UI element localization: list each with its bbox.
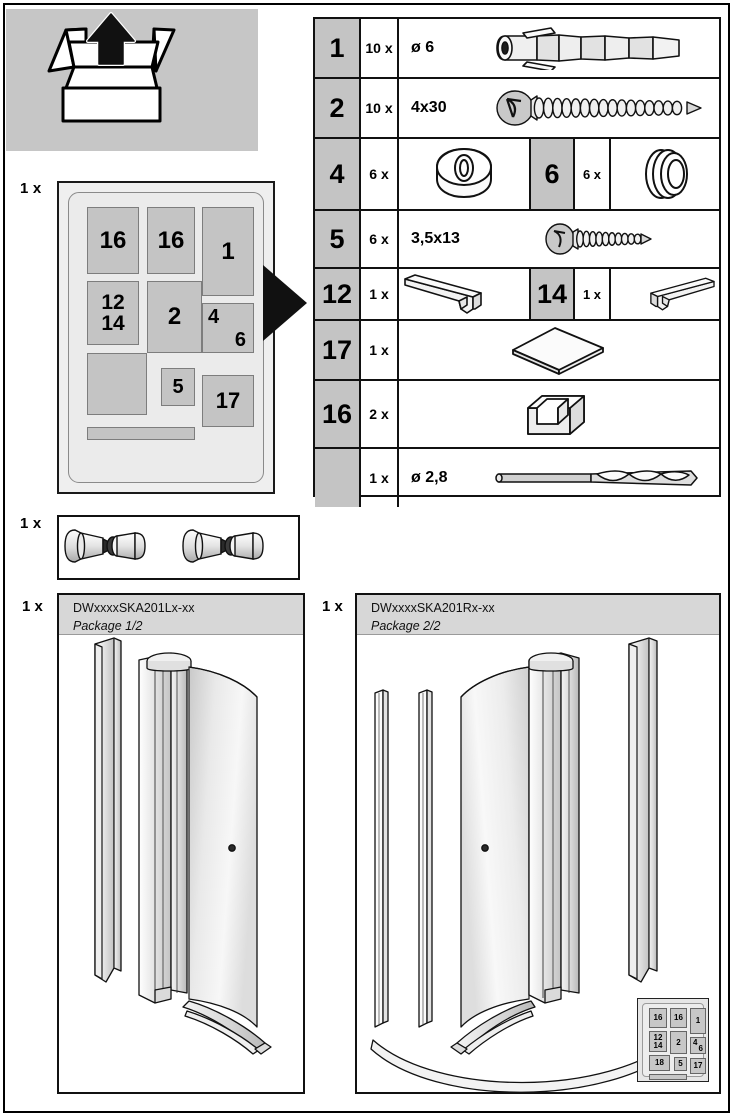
roller-wheel-pair-icon	[59, 517, 298, 578]
flow-arrow-icon	[263, 265, 307, 341]
mini-key-slot-18: 18	[649, 1055, 670, 1071]
roller-parts-panel	[57, 515, 300, 580]
part-spec-cell: 3,5x13	[411, 230, 460, 247]
part-qty-cell-secondary: 1 x	[575, 269, 611, 319]
parts-table-row	[315, 321, 719, 381]
carton-slot-4: 4 6	[202, 303, 254, 353]
part-number-cell: 5	[315, 211, 361, 267]
part-spec-cell: 4x30	[411, 99, 447, 116]
mini-key-slot-16: 16	[649, 1008, 667, 1028]
mini-carton-key-tray	[642, 1003, 704, 1077]
package-1-code: DWxxxxSKA201Lx-xx	[73, 601, 195, 615]
mini-key-slot-5: 5	[674, 1057, 687, 1071]
package-2-code: DWxxxxSKA201Rx-xx	[371, 601, 495, 615]
carton-slot-16: 16	[147, 207, 195, 274]
package-2-label: Package 2/2	[371, 619, 441, 634]
mini-key-slot-2: 2	[670, 1031, 687, 1054]
part-qty-cell-secondary: 6 x	[575, 139, 611, 209]
parts-table	[313, 17, 721, 497]
part-number-cell	[315, 449, 361, 507]
package-2-qty-label: 1 x	[322, 598, 343, 615]
part-number-cell-secondary: 14	[529, 269, 575, 319]
shower-door-left-half-exploded-icon	[59, 635, 303, 1092]
part-qty-cell: 1 x	[361, 269, 399, 319]
mini-key-slot-4: 4 6	[690, 1037, 706, 1054]
package-2-panel	[355, 593, 721, 1094]
mini-key-slot-12: 12 14	[649, 1031, 667, 1052]
part-number-cell: 12	[315, 269, 361, 319]
part-number-cell: 16	[315, 381, 361, 447]
roller-qty-label: 1 x	[20, 515, 42, 532]
part-illustration-secondary	[611, 139, 719, 209]
part-illustration	[399, 269, 529, 319]
part-number-cell: 1	[315, 19, 361, 77]
parts-table-row	[315, 211, 719, 269]
carton-slot-2: 2	[147, 281, 202, 353]
part-illustration	[399, 139, 529, 209]
part-number-cell: 17	[315, 321, 361, 379]
open-box-with-up-arrow-icon	[6, 9, 258, 151]
part-qty-cell: 6 x	[361, 139, 399, 209]
parts-table-row	[315, 139, 719, 211]
part-illustration	[477, 19, 719, 77]
part-number-cell: 2	[315, 79, 361, 137]
package-1-label: Package 1/2	[73, 619, 143, 634]
package-1-illustration	[59, 635, 303, 1092]
part-illustration	[477, 211, 719, 267]
part-spec-cell: ø 6	[411, 39, 435, 56]
part-illustration	[477, 79, 719, 137]
parts-table-row	[315, 269, 719, 321]
package-1-panel	[57, 593, 305, 1094]
package-2-header	[357, 595, 719, 635]
parts-table-row	[315, 449, 719, 507]
mini-carton-key	[637, 998, 709, 1082]
part-qty-cell: 1 x	[361, 449, 399, 507]
mini-key-slot-1: 1	[690, 1008, 706, 1034]
part-number-cell: 4	[315, 139, 361, 209]
unpack-instruction-panel	[6, 9, 258, 151]
carton-slot-12: 12 14	[87, 281, 139, 345]
parts-table-row	[315, 19, 719, 79]
carton-slot-5: 5	[161, 368, 195, 406]
part-illustration-secondary	[611, 269, 719, 319]
mini-key-slot-17: 17	[690, 1058, 706, 1074]
part-illustration	[399, 321, 719, 379]
part-illustration	[399, 381, 719, 447]
package-1-qty-label: 1 x	[22, 598, 43, 615]
part-qty-cell: 10 x	[361, 79, 399, 137]
part-qty-cell: 10 x	[361, 19, 399, 77]
parts-table-row	[315, 79, 719, 139]
carton-slot-empty	[87, 353, 147, 415]
carton-slot-1: 1	[202, 207, 254, 296]
part-qty-cell: 2 x	[361, 381, 399, 447]
part-spec-cell: ø 2,8	[411, 469, 448, 486]
carton-qty-label: 1 x	[20, 180, 42, 197]
carton-slot-empty	[87, 427, 195, 440]
carton-slot-17: 17	[202, 375, 254, 427]
carton-inner-tray	[68, 192, 264, 483]
part-qty-cell: 1 x	[361, 321, 399, 379]
part-illustration	[477, 449, 719, 507]
part-number-cell-secondary: 6	[529, 139, 575, 209]
mini-key-slot-empty	[649, 1074, 687, 1080]
mini-key-slot-16: 16	[670, 1008, 687, 1028]
part-qty-cell: 6 x	[361, 211, 399, 267]
package-1-header	[59, 595, 303, 635]
carton-slot-16: 16	[87, 207, 139, 274]
carton-layout-panel	[57, 181, 275, 494]
parts-table-row	[315, 381, 719, 449]
